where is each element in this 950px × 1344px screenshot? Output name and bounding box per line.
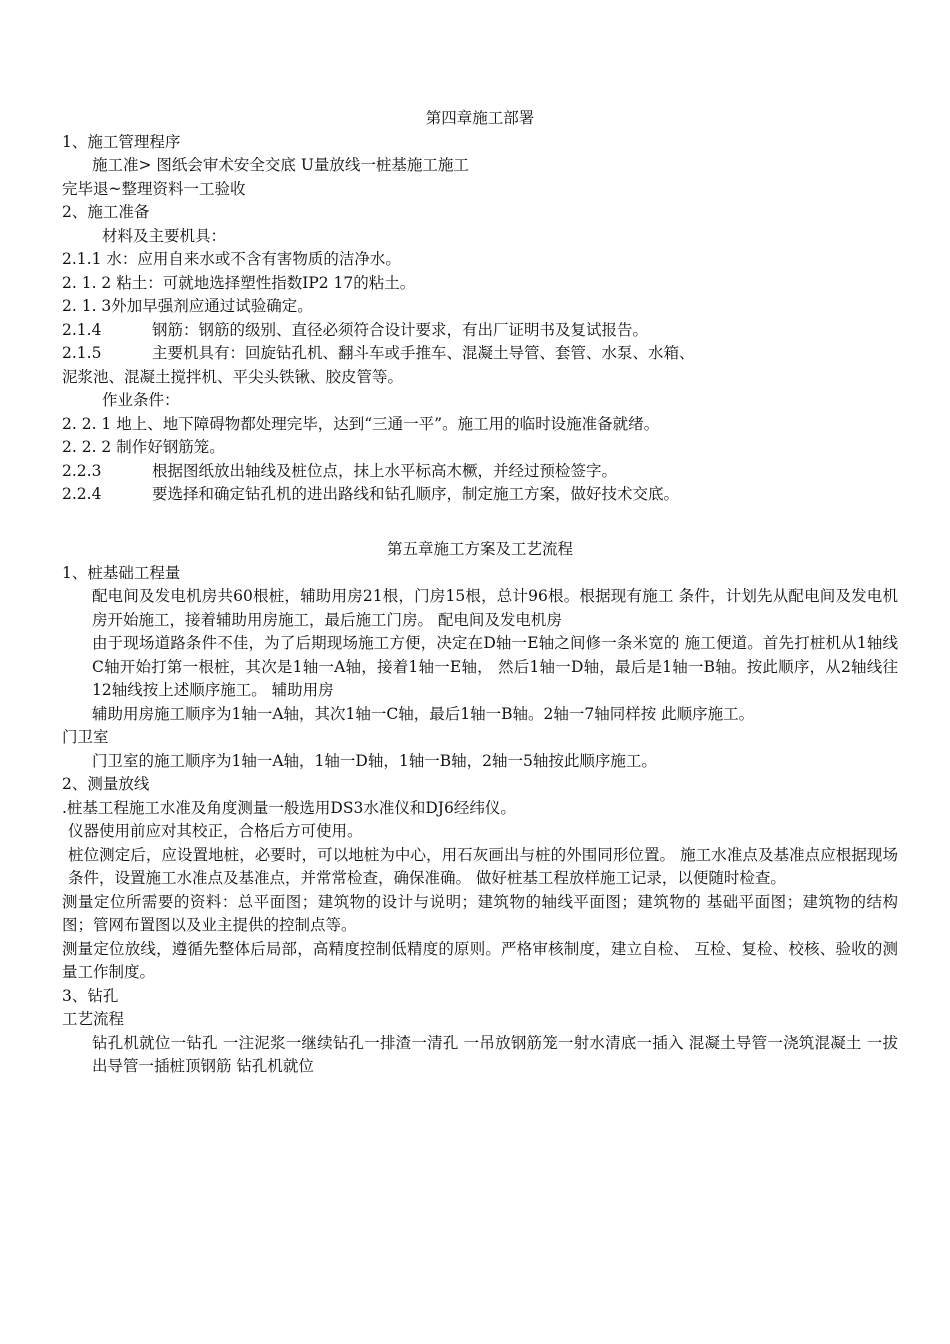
section-2-heading: 2、施工准备	[62, 203, 150, 221]
paragraph-auxiliary: 辅助用房施工顺序为1轴一A轴，其次1轴一C轴，最后1轴一B轴。2轴一7轴同样按 此顺序施工。	[92, 704, 755, 723]
chapter-4	[62, 107, 898, 507]
paragraph-road: 由于现场道路条件不佳，为了后期现场施工方便，决定在D轴一E轴之间修一条米宽的 施工便道。首先打桩机从1轴线C轴开始打第一根桩，其次是1轴一A轴，接着1轴一E轴， 然后1轴一D轴，最后是1轴一B轴。按此顺序，从2轴线往12轴线按上述顺序施工。 辅助用房	[92, 634, 898, 699]
item-text: 根据图纸放出轴线及桩位点，抹上水平标高木橛，并经过预检签字。	[152, 461, 618, 480]
item-number: 2.2.4	[62, 485, 102, 503]
item-2-1-4	[62, 319, 898, 343]
item-2-1-5	[62, 342, 898, 366]
materials-heading: 材料及主要机具：	[102, 226, 227, 245]
item-text: 主要机具有：回旋钻孔机、翻斗车或手推车、混凝土导管、套管、水泵、水箱、	[152, 344, 695, 362]
item-2-2-3	[62, 460, 898, 484]
item-2-1-3: 2. 1. 3外加早强剂应通过试验确定。	[62, 297, 313, 315]
chapter-5	[62, 538, 898, 1079]
item-2-1-1: 2.1.1 水：应用自来水或不含有害物质的洁净水。	[62, 250, 401, 268]
item-number: 2.1.4	[62, 320, 102, 339]
chapter-4-title: 第四章施工部署	[425, 109, 535, 127]
paragraph-quantity: 配电间及发电机房共60根桩，辅助用房21根，门房15根，总计96根。根据现有施工 条件，计划先从配电间及发电机房开始施工，接着辅助用房施工，最后施工门房。 配电间及发电机房	[92, 587, 898, 629]
section-1-heading: 1、桩基础工程量	[62, 563, 181, 582]
chapter-5-title: 第五章施工方案及工艺流程	[386, 540, 573, 558]
section-1-heading: 1、施工管理程序	[62, 132, 181, 151]
paragraph-materials: 测量定位所需要的资料：总平面图；建筑物的设计与说明；建筑物的轴线平面图；建筑物的 基础平面图；建筑物的结构图；管网布置图以及业主提供的控制点等。	[62, 892, 898, 934]
paragraph-principle: 测量定位放线，遵循先整体后局部，高精度控制低精度的原则。严格审核制度，建立自检、 互检、复检、校核、验收的测量工作制度。	[62, 939, 898, 981]
item-number: 2.2.3	[62, 461, 102, 480]
paragraph-instruments: .桩基工程施工水准及角度测量一般选用DS3水准仪和DJ6经纬仪。	[62, 798, 516, 817]
section-2-heading: 2、测量放线	[62, 775, 150, 793]
process-line-2: 完毕退~整理资料一工验收	[62, 179, 246, 198]
item-number: 2.1.5	[62, 344, 102, 362]
section-3-heading: 3、钻孔	[62, 986, 119, 1005]
item-2-2-2: 2. 2. 2 制作好钢筋笼。	[62, 438, 225, 456]
paragraph-process-flow: 钻孔机就位一钻孔 一注泥浆一继续钻孔一排渣一清孔 一吊放钢筋笼一射水清底一插入 混凝土导管一浇筑混凝土 一拔出导管一插桩顶钢筋 钻孔机就位	[92, 1033, 898, 1075]
item-text: 要选择和确定钻孔机的进出路线和钻孔顺序，制定施工方案，做好技术交底。	[152, 485, 680, 503]
paragraph-pile-position: 桩位测定后，应设置地桩，必要时，可以地桩为中心，用石灰画出与桩的外围同形位置。 施工水准点及基准点应根据现场条件，设置施工水准点及基准点，并常常检查，确保准确。 做好桩基工程放样施工记录，以便随时检查。	[68, 845, 898, 887]
paragraph-guard-room: 门卫室的施工顺序为1轴一A轴，1轴一D轴，1轴一B轴，2轴一5轴按此顺序施工。	[92, 751, 657, 770]
paragraph-calibration: 仪器使用前应对其校正，合格后方可使用。	[68, 822, 363, 840]
process-flow-heading: 工艺流程	[62, 1010, 125, 1028]
item-2-1-2: 2. 1. 2 粘土：可就地选择塑性指数IP2 17的粘土。	[62, 273, 416, 292]
guard-room-heading: 门卫室	[62, 728, 109, 746]
item-2-2-1: 2. 2. 1 地上、地下障碍物都处理完毕，达到“三通一平”。施工用的临时设施准备就绪。	[62, 414, 660, 433]
item-2-1-5-cont: 泥浆池、混凝土搅拌机、平尖头铁锹、胶皮管等。	[62, 367, 404, 386]
item-2-2-4	[62, 483, 898, 507]
process-line-1: 施工准> 图纸会审术安全交底 U量放线一桩基施工施工	[92, 156, 469, 174]
conditions-heading: 作业条件：	[102, 391, 180, 409]
item-text: 钢筋：钢筋的级别、直径必须符合设计要求，有出厂证明书及复试报告。	[152, 320, 649, 339]
